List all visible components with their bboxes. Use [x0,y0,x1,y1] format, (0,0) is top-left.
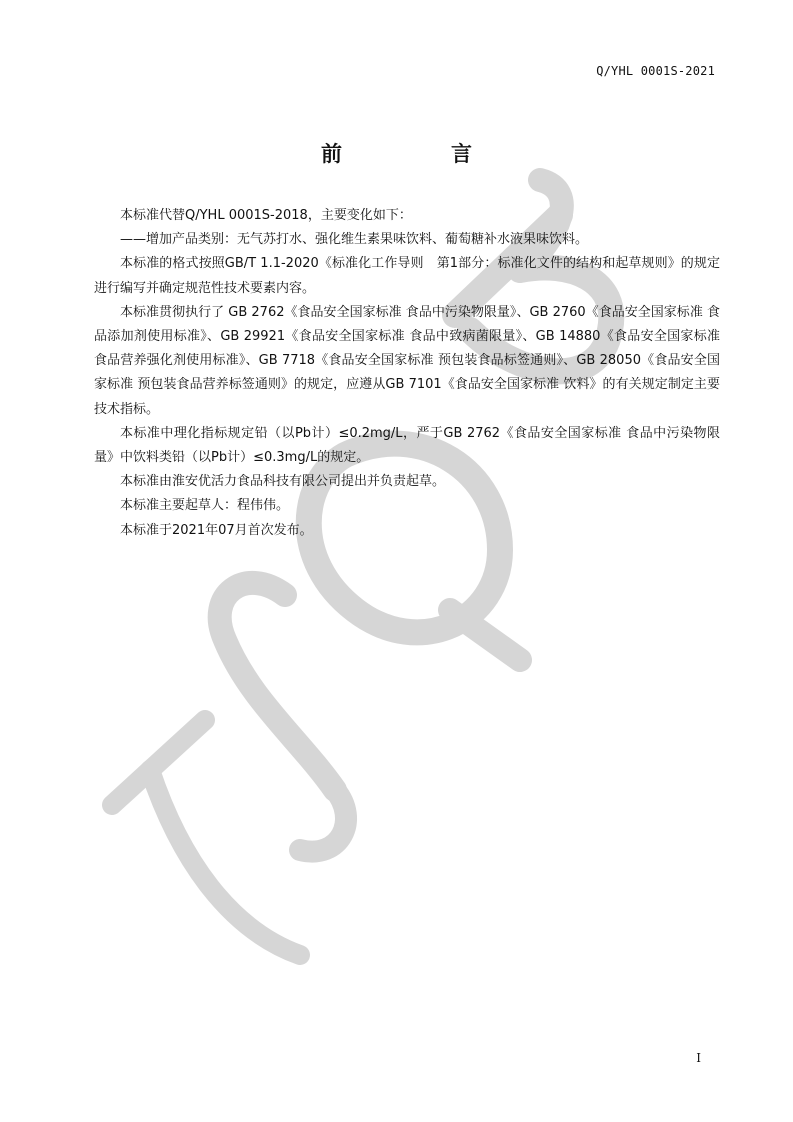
document-code: Q/YHL 0001S-2021 [596,64,715,78]
watermark-letter-j [112,720,205,805]
paragraph: 本标准贯彻执行了 GB 2762《食品安全国家标准 食品中污染物限量》、GB 2760《食品安全国家标准 食品添加剂使用标准》、GB 29921《食品安全国家标准 食品中致病菌限量》、GB 14880《食品安全国家标准 食品营养强化剂使用标准》、GB 7718《食品安全国家标准 预包装食品标签通则》、GB 28050《食品安全国家标准 预包装食品营养标签通则》的规定，应遵从GB 7101《食品安全国家标准 饮料》的有关规定制定主要技术指标。 [94,304,720,417]
paragraph: 本标准于2021年07月首次发布。 [120,522,313,538]
page-number: I [696,1051,701,1065]
paragraph: 本标准由淮安优活力食品科技有限公司提出并负责起草。 [120,474,446,490]
section-title: 前 言 [321,142,516,166]
paragraph: 本标准中理化指标规定铅（以Pb计）≤0.2mg/L，严于GB 2762《食品安全国家标准 食品中污染物限量》中饮料类铅（以Pb计）≤0.3mg/L的规定。 [94,425,720,466]
foreword-body [94,204,720,543]
paragraph: 本标准主要起草人：程伟伟。 [120,498,290,514]
watermark-letter-s [220,583,335,790]
paragraph: 本标准代替Q/YHL 0001S-2018，主要变化如下： [120,208,412,223]
paragraph: 本标准的格式按照GB/T 1.1-2020《标准化工作导则 第1部分：标准化文件的结构和起草规则》的规定进行编写并确定规范性技术要素内容。 [94,256,720,296]
paragraph: ——增加产品类别：无气苏打水、强化维生素果味饮料、葡萄糖补水液果味饮料。 [120,232,589,248]
